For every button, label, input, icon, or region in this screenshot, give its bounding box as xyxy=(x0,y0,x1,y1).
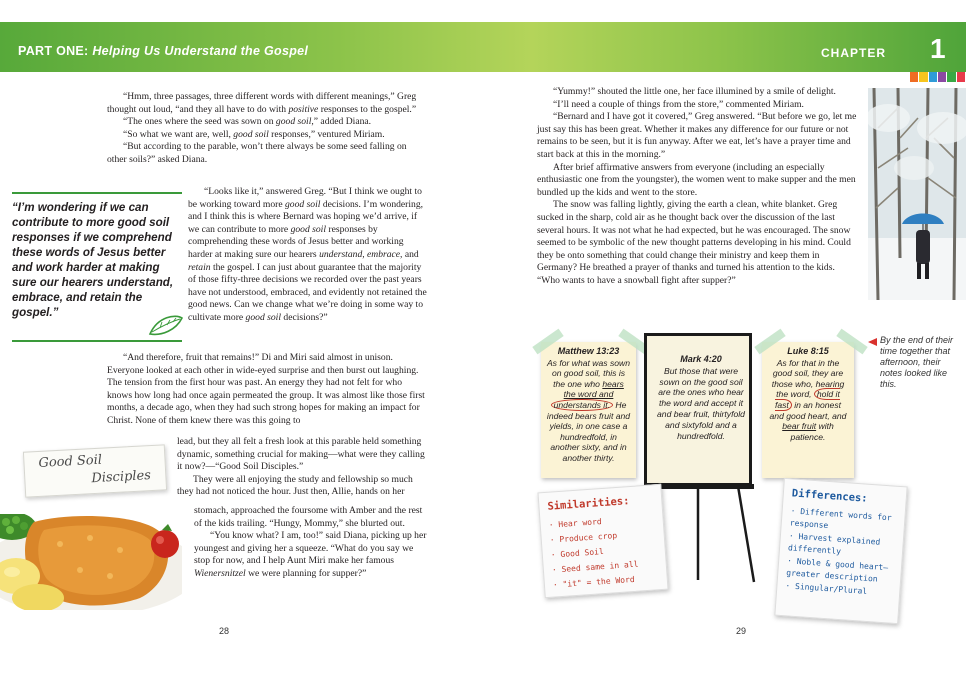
bear-fruit-phrase: bear fruit, xyxy=(673,408,711,419)
easel-board xyxy=(644,333,752,486)
page-number-left: 28 xyxy=(219,626,230,636)
paragraph: lead, but they all felt a fresh look at this parable held something dynamic, something crucial for making—what were they calling it now?—“Good Soil Disciples.” xyxy=(177,436,425,473)
matthew-title: Matthew 13:23 xyxy=(557,346,620,356)
left-col-5 xyxy=(194,505,427,581)
list-item: · Good Soil xyxy=(550,541,657,562)
good-soil-disciples-card xyxy=(23,444,167,497)
paragraph: “Bernard and I have got it covered,” Greg answered. “But before we go, let me just say this has been great. Whether it makes any difference for our future or not remains to be seen, but it is fun anyway. After we eat, let’s have a prayer time and start back at this in the morning.” xyxy=(537,111,857,160)
left-col-4 xyxy=(177,436,427,499)
color-swatch xyxy=(929,72,937,82)
chapter-number: 1 xyxy=(930,33,946,64)
list-item: · "it" = the Word xyxy=(553,571,660,592)
paragraph: “The ones where the seed was sown on good soil,” added Diana. xyxy=(123,116,372,128)
differences-title: Differences: xyxy=(791,487,868,505)
pull-quote: “I’m wondering if we can contribute to more good soil responses if we comprehend these words of Jesus better and work harder at making sure our hearers understand, embrace, and retain the gospel.” xyxy=(12,201,174,319)
accept-phrase: accept it xyxy=(711,398,744,409)
chapter-label: CHAPTER xyxy=(820,46,886,60)
color-swatch xyxy=(947,72,955,82)
list-item: · Singular/Plural xyxy=(785,580,892,599)
mark-title: Mark 4:20 xyxy=(680,354,722,364)
similarities-title: Similarities: xyxy=(547,495,630,513)
schnitzel-photo xyxy=(0,514,182,610)
paragraph: “Yummy!” shouted the little one, her face illumined by a smile of delight. xyxy=(553,86,836,97)
understands-phrase: understands it. xyxy=(551,399,613,411)
photo-caption: By the end of their time together that afternoon, their notes looked like this. xyxy=(880,335,954,389)
list-item: · Produce crop xyxy=(549,526,656,547)
paragraph: “You know what? I am, too!” said Diana, picking up her youngest and giving her a squeeze. “What do you say we stop for now, and I help Aunt Miri make her famous Wienersnitzel we were planning for supper?” xyxy=(194,530,427,579)
left-col-1 xyxy=(107,91,427,167)
pull-quote-rule-bottom xyxy=(12,340,182,342)
color-strip xyxy=(910,72,966,82)
bear-fruit-phrase: bear fruit xyxy=(782,421,817,432)
hears-phrase: hears the word and xyxy=(563,378,624,400)
part-title: Helping Us Understand the Gospel xyxy=(92,44,309,58)
color-swatch xyxy=(919,72,927,82)
list-item: · Different words for response xyxy=(789,505,896,536)
paragraph: “And therefore, fruit that remains!” Di and Miri said almost in unison. Everyone looked at each other in wide-eyed surprise and then burst out laughing. The tension from the first hour was past. An energy they had not felt for who knows how long had once again permeated the group. It was almost like those first months, a decade ago, when they had such strong hopes for making an impact for Christ. None of them knew there was this going to xyxy=(107,352,425,426)
paragraph: “I’ll need a couple of things from the store,” commented Miriam. xyxy=(553,98,804,110)
luke-note: Luke 8:15 As for that in the good soil, they are those who, hearing the word, hold it fast in an honest and good heart, and bear fruit with patience. xyxy=(762,342,854,478)
matthew-note: Matthew 13:23 As for what was sown on good soil, this is the one who hears the word and understands it. He indeed bears fruit and yields, in one case a hundredfold, in another sixty, and in another thirty. xyxy=(541,342,636,478)
paragraph: “But according to the parable, won’t there always be some seed falling on other soils?” asked Diana. xyxy=(107,141,407,165)
similarities-list xyxy=(548,511,659,592)
right-text xyxy=(537,86,857,288)
mark-note: Mark 4:20 But those that were sown on the good soil are the ones who hear the word and accept it and bear fruit, thirtyfold and sixtyfold and a hundredfold. xyxy=(657,354,745,441)
color-swatch xyxy=(910,72,918,82)
paragraph: The snow was falling lightly, giving the earth a clean, white blanket. Greg sucked in the sharp, cold air as he thought back over the discussion of the last several hours. It was not what he had expected, but he was encouraged. The snow seemed to be symbolic of the new thought patterns developing in his mind. Could they be onto something that could change their ministry and keep them in Germany? He breathed a prayer of thanks and turned his attention to the kids. “Who wants to have a snowball fight after supper?” xyxy=(537,199,851,286)
paragraph: They were all enjoying the study and fellowship so much they had not noticed the hour. Just then, Allie, hands on her xyxy=(177,473,413,498)
list-item: · Hear word xyxy=(548,511,655,532)
list-item: · Seed same in all xyxy=(551,556,658,577)
differences-card xyxy=(774,478,907,624)
paragraph: After brief affirmative answers from everyone (including an especially enthusiastic one from the youngster), the women went to make supper and the men bundled up the kids and went to the store. xyxy=(537,161,856,198)
color-swatch xyxy=(957,72,965,82)
left-col-3 xyxy=(107,352,427,428)
color-swatch xyxy=(938,72,946,82)
part-heading xyxy=(18,44,308,58)
part-label: PART ONE: xyxy=(18,44,89,58)
luke-title: Luke 8:15 xyxy=(787,346,829,356)
paragraph: “So what we want are, well, good soil responses,” ventured Miriam. xyxy=(123,128,385,140)
caption-arrow-icon xyxy=(868,338,877,346)
card-line-1: Good Soil xyxy=(38,452,103,471)
similarities-card xyxy=(537,484,668,598)
pull-quote-rule-top xyxy=(12,192,182,194)
left-col-2 xyxy=(188,186,427,325)
paragraph: “Hmm, three passages, three different words with different meanings,” Greg thought out loud, “and they all have to do with positive responses to the gospel.” xyxy=(107,91,417,115)
list-item: · Noble & good heart— greater description xyxy=(786,555,893,586)
page-number-right: 29 xyxy=(736,626,747,636)
leaf-icon xyxy=(148,312,184,338)
list-item: · Harvest explained differently xyxy=(788,530,895,561)
paragraph: “Looks like it,” answered Greg. “But I think we ought to be working toward more good soil decisions. I’m wondering, and I think this is where Bernard was hoping we’d arrive, if we can contribute to more good soil responses by comprehending these words of Jesus better and working harder at making sure our hearers understand, embrace, and retain the gospel. I can just about guarantee that the majority of those fifty-three decisions we recorded over the past years have not understood, embraced, and evidently not retained the good news. Can we change what we’re doing in some way to cultivate more good soil decisions?” xyxy=(188,186,427,323)
differences-list xyxy=(785,505,897,599)
snow-walk-photo xyxy=(868,88,966,300)
hold-phrase: hold it fast xyxy=(774,389,840,410)
paragraph: stomach, approached the foursome with Amber and the rest of the kids trailing. “Hungy, Mommy,” she blurted out. xyxy=(194,505,423,529)
card-line-2: Disciples xyxy=(91,468,152,487)
